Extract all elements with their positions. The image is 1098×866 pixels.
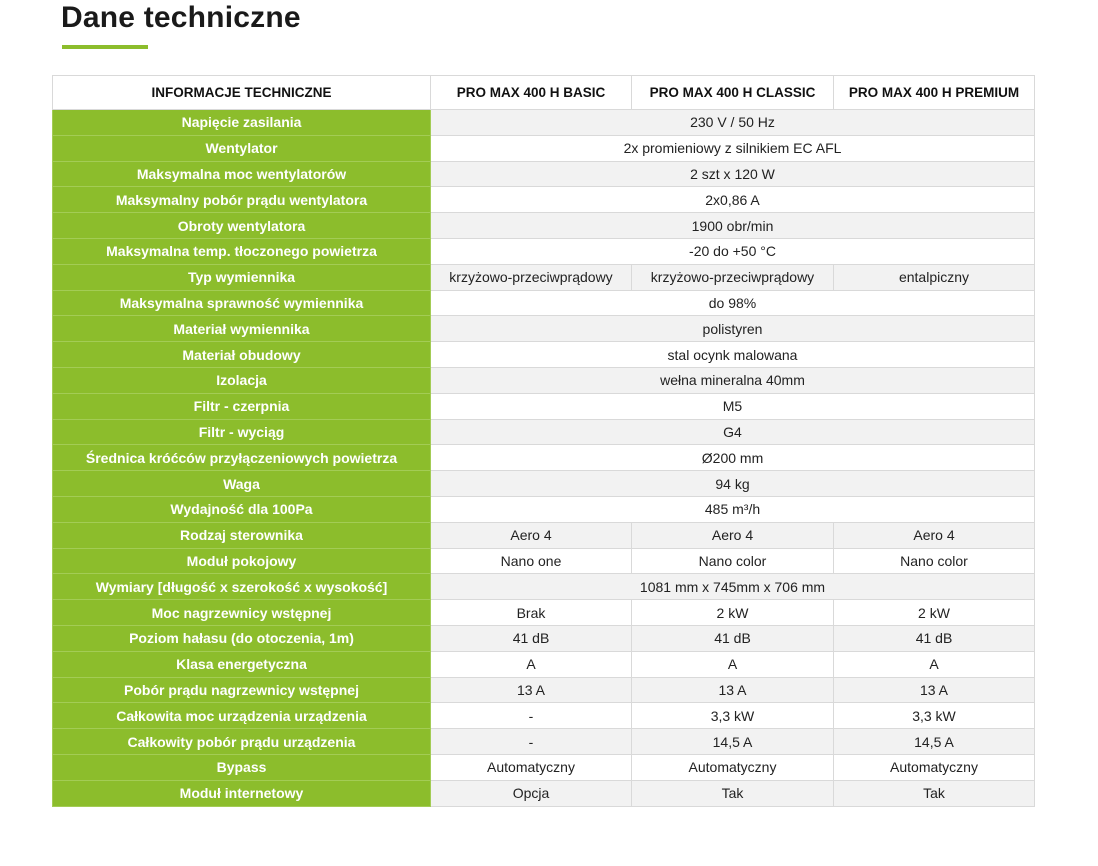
row-label: Materiał wymiennika (53, 316, 431, 342)
table-row (53, 677, 1035, 703)
table-cell-shared: Ø200 mm (431, 445, 1035, 471)
table-cell: Aero 4 (632, 522, 834, 548)
table-cell: Nano color (632, 548, 834, 574)
table-cell: Brak (431, 600, 632, 626)
table-header-row (53, 76, 1035, 110)
table-cell: 13 A (431, 677, 632, 703)
row-label: Całkowita moc urządzenia urządzenia (53, 703, 431, 729)
row-label: Waga (53, 471, 431, 497)
table-cell: entalpiczny (834, 264, 1035, 290)
table-cell: krzyżowo-przeciwprądowy (431, 264, 632, 290)
table-body (53, 110, 1035, 807)
table-cell: 2 kW (632, 600, 834, 626)
table-row (53, 213, 1035, 239)
row-label: Bypass (53, 754, 431, 780)
table-cell: A (632, 651, 834, 677)
row-label: Wentylator (53, 135, 431, 161)
table-cell: Nano color (834, 548, 1035, 574)
table-cell-shared: 485 m³/h (431, 496, 1035, 522)
table-row (53, 419, 1035, 445)
table-cell: 41 dB (834, 625, 1035, 651)
table-cell: Nano one (431, 548, 632, 574)
table-cell: krzyżowo-przeciwprądowy (632, 264, 834, 290)
table-cell-shared: 1081 mm x 745mm x 706 mm (431, 574, 1035, 600)
row-label: Poziom hałasu (do otoczenia, 1m) (53, 625, 431, 651)
table-cell-shared: M5 (431, 393, 1035, 419)
row-label: Maksymalna sprawność wymiennika (53, 290, 431, 316)
table-row (53, 187, 1035, 213)
table-row (53, 496, 1035, 522)
specs-table (52, 75, 1035, 807)
row-label: Wydajność dla 100Pa (53, 496, 431, 522)
table-cell: A (431, 651, 632, 677)
table-cell: Aero 4 (431, 522, 632, 548)
table-cell: 14,5 A (834, 729, 1035, 755)
table-cell-shared: polistyren (431, 316, 1035, 342)
row-label: Materiał obudowy (53, 342, 431, 368)
row-label: Całkowity pobór prądu urządzenia (53, 729, 431, 755)
table-cell-shared: -20 do +50 °C (431, 238, 1035, 264)
table-cell: Automatyczny (834, 754, 1035, 780)
row-label: Średnica króćców przyłączeniowych powietrza (53, 445, 431, 471)
table-cell: 13 A (834, 677, 1035, 703)
table-row (53, 264, 1035, 290)
column-header: INFORMACJE TECHNICZNE (53, 76, 431, 110)
row-label: Napięcie zasilania (53, 110, 431, 136)
table-cell: 2 kW (834, 600, 1035, 626)
table-cell-shared: stal ocynk malowana (431, 342, 1035, 368)
row-label: Pobór prądu nagrzewnicy wstępnej (53, 677, 431, 703)
table-row (53, 238, 1035, 264)
row-label: Moc nagrzewnicy wstępnej (53, 600, 431, 626)
table-row (53, 135, 1035, 161)
row-label: Klasa energetyczna (53, 651, 431, 677)
row-label: Moduł pokojowy (53, 548, 431, 574)
row-label: Moduł internetowy (53, 780, 431, 806)
table-row (53, 290, 1035, 316)
page-title: Dane techniczne (61, 1, 301, 34)
row-label: Filtr - czerpnia (53, 393, 431, 419)
column-header: PRO MAX 400 H BASIC (431, 76, 632, 110)
table-row (53, 316, 1035, 342)
table-row (53, 161, 1035, 187)
table-cell-shared: do 98% (431, 290, 1035, 316)
table-cell: - (431, 703, 632, 729)
table-row (53, 780, 1035, 806)
table-row (53, 548, 1035, 574)
table-cell-shared: 1900 obr/min (431, 213, 1035, 239)
table-row (53, 367, 1035, 393)
table-cell: 41 dB (431, 625, 632, 651)
row-label: Maksymalny pobór prądu wentylatora (53, 187, 431, 213)
row-label: Wymiary [długość x szerokość x wysokość] (53, 574, 431, 600)
table-row (53, 729, 1035, 755)
table-row (53, 625, 1035, 651)
table-cell-shared: G4 (431, 419, 1035, 445)
table-cell: Tak (834, 780, 1035, 806)
table-cell-shared: 2x0,86 A (431, 187, 1035, 213)
table-cell: Aero 4 (834, 522, 1035, 548)
table-row (53, 574, 1035, 600)
table-cell: 3,3 kW (632, 703, 834, 729)
table-row (53, 522, 1035, 548)
table-cell-shared: 2 szt x 120 W (431, 161, 1035, 187)
title-underline (62, 45, 148, 49)
table-cell: Tak (632, 780, 834, 806)
table-row (53, 393, 1035, 419)
row-label: Rodzaj sterownika (53, 522, 431, 548)
table-cell: Automatyczny (431, 754, 632, 780)
table-cell-shared: 2x promieniowy z silnikiem EC AFL (431, 135, 1035, 161)
row-label: Izolacja (53, 367, 431, 393)
table-cell-shared: 230 V / 50 Hz (431, 110, 1035, 136)
table-cell: 3,3 kW (834, 703, 1035, 729)
column-header: PRO MAX 400 H CLASSIC (632, 76, 834, 110)
table-row (53, 342, 1035, 368)
table-row (53, 600, 1035, 626)
table-cell: 14,5 A (632, 729, 834, 755)
table-cell: Opcja (431, 780, 632, 806)
table-row (53, 471, 1035, 497)
row-label: Maksymalna temp. tłoczonego powietrza (53, 238, 431, 264)
row-label: Maksymalna moc wentylatorów (53, 161, 431, 187)
table-row (53, 754, 1035, 780)
row-label: Typ wymiennika (53, 264, 431, 290)
table-cell: 13 A (632, 677, 834, 703)
table-row (53, 445, 1035, 471)
table-row (53, 110, 1035, 136)
table-cell: A (834, 651, 1035, 677)
table-row (53, 703, 1035, 729)
table-cell-shared: 94 kg (431, 471, 1035, 497)
row-label: Obroty wentylatora (53, 213, 431, 239)
row-label: Filtr - wyciąg (53, 419, 431, 445)
column-header: PRO MAX 400 H PREMIUM (834, 76, 1035, 110)
table-cell-shared: wełna mineralna 40mm (431, 367, 1035, 393)
table-row (53, 651, 1035, 677)
table-cell: 41 dB (632, 625, 834, 651)
table-cell: Automatyczny (632, 754, 834, 780)
table-cell: - (431, 729, 632, 755)
